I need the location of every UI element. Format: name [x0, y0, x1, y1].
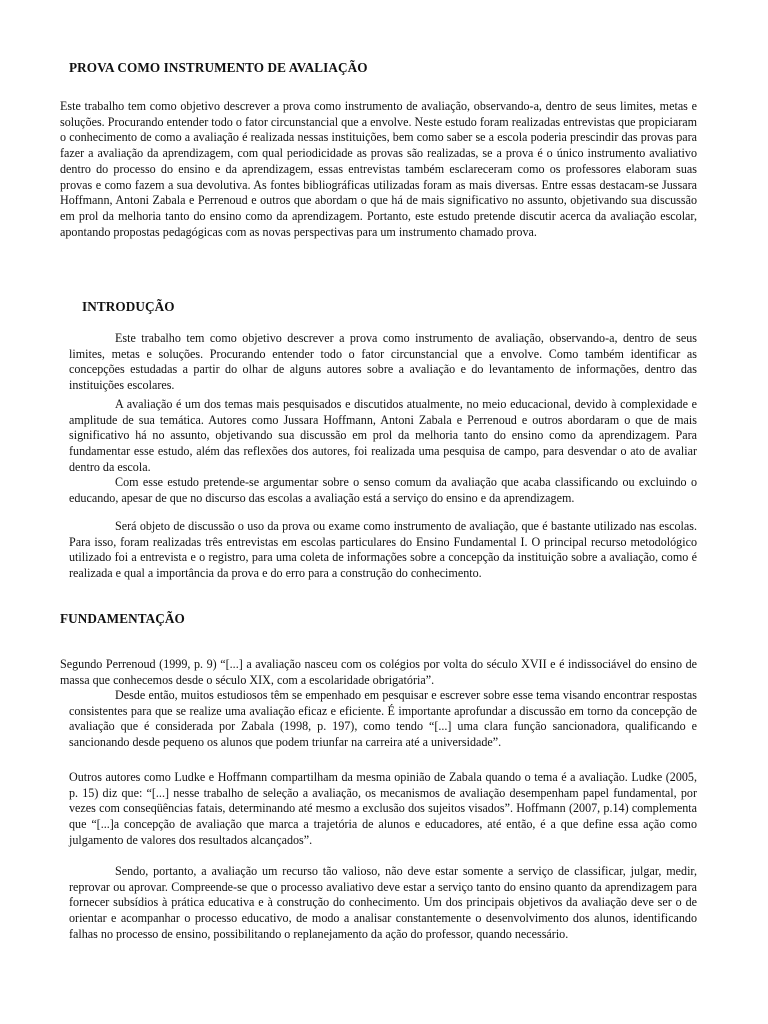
introduction-paragraph-1: Este trabalho tem como objetivo descrever a prova como instrumento de avaliação, observando-a, dentro de seus limites, metas e soluções. Procurando entender todo o fator circunstancial que a envolve. Como também identificar as concepções estudadas a partir do olhar de alguns autores sobre a avaliação e do levantamento de informações, dentro das instituições escolares. — [69, 331, 697, 393]
introduction-heading: INTRODUÇÃO — [82, 299, 175, 314]
fundamentacao-paragraph-2: Desde então, muitos estudiosos têm se empenhado em pesquisar e escrever sobre esse tema visando encontrar respostas consistentes para que se realize uma avaliação eficaz e eficiente. É importante aprofundar a discussão em torno da concepção de avaliação que é considerada por Zabala (1998, p. 197), como tendo “[...] uma clara função sancionadora, qualificando e sancionando desde pequeno os alunos que podem triunfar na carreira até a universidade”. — [69, 688, 697, 750]
fundamentacao-paragraph-3: Outros autores como Ludke e Hoffmann compartilham da mesma opinião de Zabala quando o tema é a avaliação. Ludke (2005, p. 15) diz que: “[...] nesse trabalho de seleção a avaliação, os mecanismos de avaliação desempenham papel fundamental, por vezes com conseqüências fatais, determinando até mesmo a exclusão dos sujeitos visados”. Hoffmann (2007, p.14) complementa que “[...]a concepção de avaliação que marca a trajetória de alunos e educadores, até então, é a que define essa ação como julgamento de valores dos resultados alcançados”. — [69, 770, 697, 847]
abstract-paragraph: Este trabalho tem como objetivo descrever a prova como instrumento de avaliação, observando-a, dentro de seus limites, metas e soluções. Procurando entender todo o fator circunstancial que a envolve. Neste estudo foram realizadas entrevistas que propiciaram o conhecimento de como a avaliação é realizada nessas instituições, bem como saber se a escola poderia prescindir das provas para fazer a avaliação da aprendizagem, com qual periodicidade as provas são realizadas, se a prova é o único instrumento avaliativo dentro do processo do ensino e da aprendizagem, essas entrevistas também esclareceram como os professores elaboram suas provas e como fazem a sua devolutiva. As fontes bibliográficas utilizadas foram as mais diversas. Entre essas destacam-se Jussara Hoffmann, Antoni Zabala e Perrenoud e outros que abordam o que há de mais significativo no assunto, objetivando sua discussão em prol da melhoria tanto do ensino como da aprendizagem. Portanto, este estudo pretende discutir acerca da avaliação escolar, apontando propostas pedagógicas com as novas perspectivas para um instrumento chamado prova. — [60, 99, 697, 239]
document-title: PROVA COMO INSTRUMENTO DE AVALIAÇÃO — [69, 60, 368, 75]
fundamentacao-paragraph-4: Sendo, portanto, a avaliação um recurso tão valioso, não deve estar somente a serviço de classificar, julgar, medir, reprovar ou aprovar. Compreende-se que o processo avaliativo deve estar a serviço tanto do ensino quanto da aprendizagem para fornecer subsídios à prática educativa e à construção do conhecimento. Um dos principais objetivos da avaliação deve ser o de orientar e acompanhar o processo educativo, de modo a analisar constantemente o desenvolvimento dos alunos, identificando falhas no processo de ensino, possibilitando o replanejamento da ação do professor, quando necessário. — [69, 864, 697, 941]
introduction-paragraph-2: A avaliação é um dos temas mais pesquisados e discutidos atualmente, no meio educacional, devido à complexidade e amplitude de sua temática. Autores como Jussara Hoffmann, Antoni Zabala e Perrenoud e outros abordaram o que de mais significativo há no assunto, objetivando sua discussão em prol da melhoria tanto do ensino como da aprendizagem. Para fundamentar esse estudo, além das reflexões dos autores, foi realizada uma pesquisa de campo, para desvendar o ato de avaliar dentro da escola. — [69, 397, 697, 474]
introduction-paragraph-4: Será objeto de discussão o uso da prova ou exame como instrumento de avaliação, que é bastante utilizado nas escolas. Para isso, foram realizadas três entrevistas em escolas particulares do Ensino Fundamental I. O principal recurso metodológico utilizado foi a entrevista e o registro, para uma coleta de informações sobre a concepção da instituição sobre a avaliação, como é realizada e qual a importância da prova e do erro para a construção do conhecimento. — [69, 519, 697, 581]
fundamentacao-heading: FUNDAMENTAÇÃO — [60, 611, 185, 626]
introduction-paragraph-3: Com esse estudo pretende-se argumentar sobre o senso comum da avaliação que acaba classificando ou excluindo o educando, apesar de que no discurso das escolas a avaliação está a serviço do ensino e da aprendizagem. — [69, 475, 697, 505]
fundamentacao-paragraph-1: Segundo Perrenoud (1999, p. 9) “[...] a avaliação nasceu com os colégios por volta do século XVII e é indissociável do ensino de massa que conhecemos desde o século XIX, com a escolaridade obrigatória”. — [60, 657, 697, 687]
